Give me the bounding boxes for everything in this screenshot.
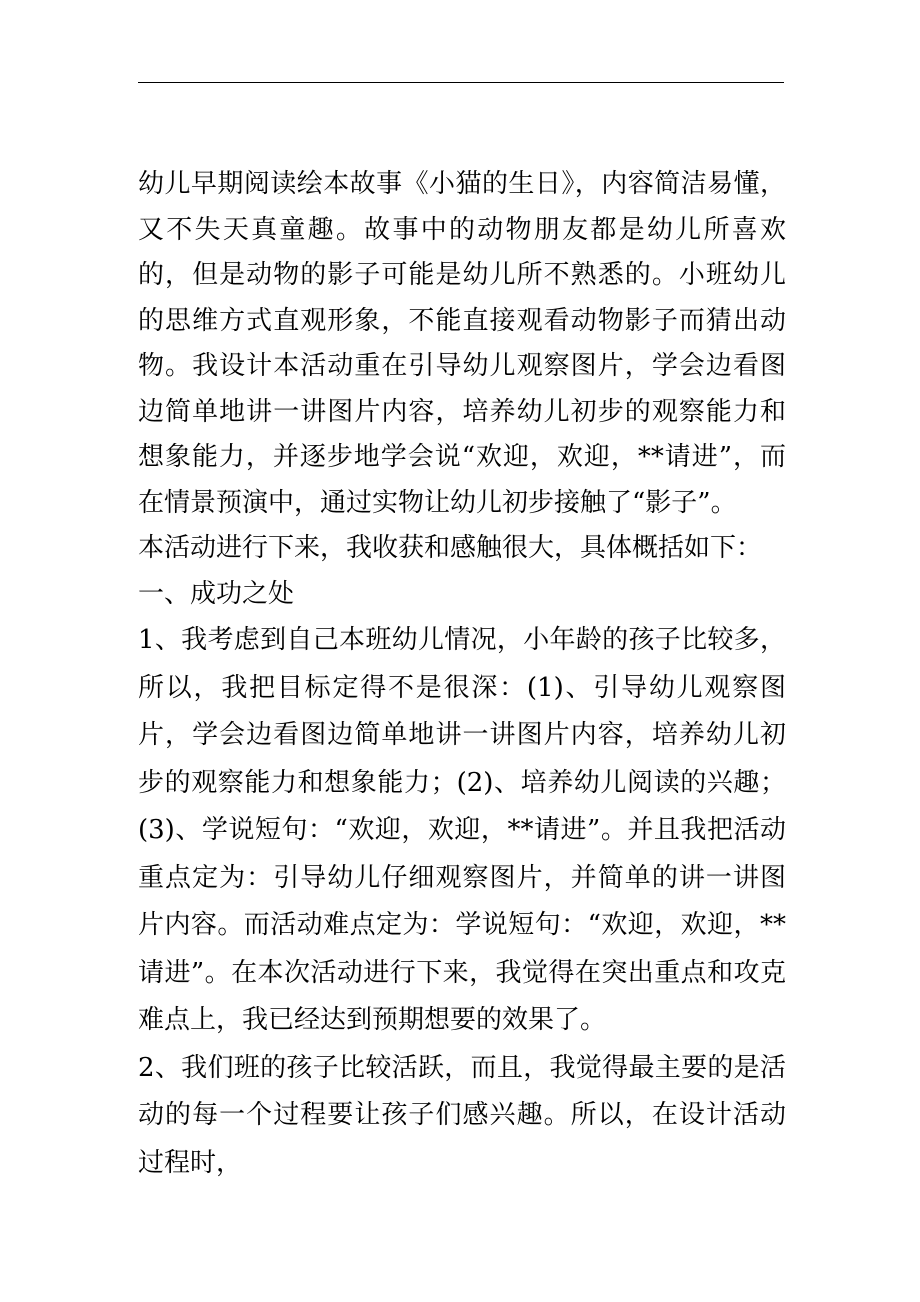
document-body	[138, 162, 786, 1187]
paragraph-point-2: 2、我们班的孩子比较活跃，而且，我觉得最主要的是活动的每一个过程要让孩子们感兴趣。所以，在设计活动过程时，	[138, 1052, 786, 1178]
paragraph-intro: 幼儿早期阅读绘本故事《小猫的生日》，内容简洁易懂，又不失天真童趣。故事中的动物朋友都是幼儿所喜欢的，但是动物的影子可能是幼儿所不熟悉的。小班幼儿的思维方式直观形象，不能直接观看动物影子而猜出动物。我设计本活动重在引导幼儿观察图片，学会边看图边简单地讲一讲图片内容，培养幼儿初步的观察能力和想象能力，并逐步地学会说“欢迎，欢迎，**请进”，而在情景预演中，通过实物让幼儿初步接触了“影子”。	[138, 169, 786, 518]
header-divider	[138, 82, 784, 83]
section-heading-successes: 一、成功之处	[138, 578, 295, 609]
paragraph-summary: 本活动进行下来，我收获和感触很大，具体概括如下：	[138, 533, 763, 563]
paragraph-point-1: 1、我考虑到自己本班幼儿情况，小年龄的孩子比较多，所以，我把目标定得不是很深：(1)、引导幼儿观察图片，学会边看图边简单地讲一讲图片内容，培养幼儿初步的观察能力和想象能力；(2)、培养幼儿阅读的兴趣；(3)、学说短句：“欢迎，欢迎，**请进”。并且我把活动重点定为：引导幼儿仔细观察图片，并简单的讲一讲图片内容。而活动难点定为：学说短句：“欢迎，欢迎，**请进”。在本次活动进行下来，我觉得在突出重点和攻克难点上，我已经达到预期想要的效果了。	[138, 625, 786, 1035]
